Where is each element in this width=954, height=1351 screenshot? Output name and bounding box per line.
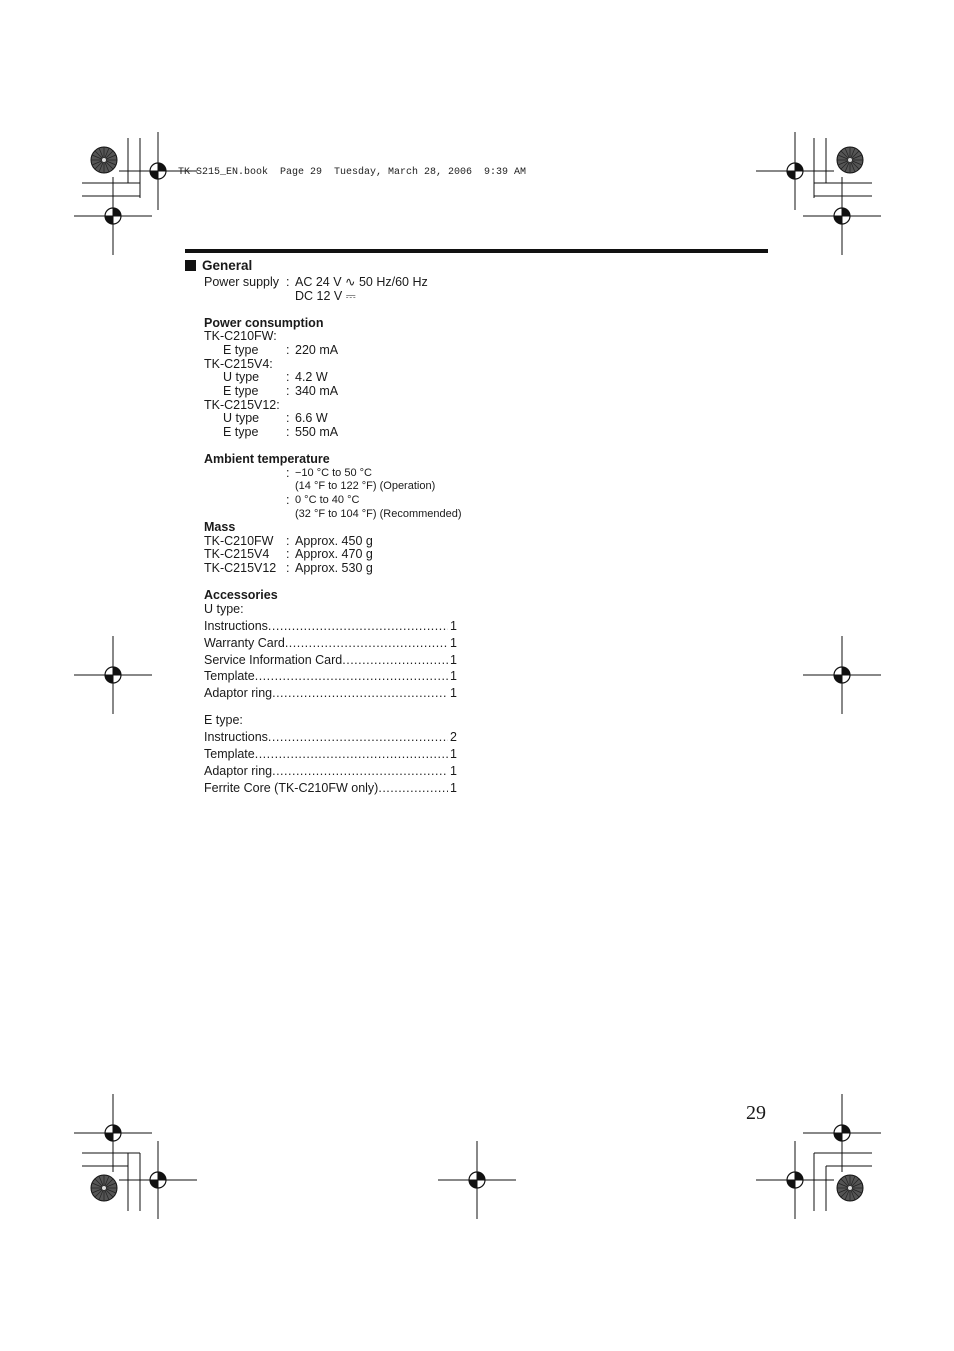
list-item: Ferrite Core (TK-C210FW only) ..... 1: [204, 782, 457, 796]
list-item: Template ..... 1: [204, 748, 457, 762]
model-label: TK-C215V4:: [204, 357, 273, 371]
separator: :: [286, 547, 290, 561]
separator: :: [286, 534, 290, 548]
e-type-label: E type:: [204, 713, 243, 727]
type-label: U type: [223, 411, 260, 425]
list-item: Instructions ..... 2: [204, 731, 457, 745]
separator: :: [286, 561, 290, 575]
consumption-value: 6.6 W: [295, 411, 328, 425]
section-heading: General: [185, 259, 252, 273]
model-label: TK-C215V4: [204, 547, 270, 561]
square-bullet-icon: [185, 260, 196, 271]
model-label: TK-C210FW:: [204, 329, 277, 343]
list-item: Service Information Card ..... 1: [204, 654, 457, 668]
list-item: Template ..... 1: [204, 670, 457, 684]
separator: :: [286, 466, 290, 480]
model-label: TK-C210FW: [204, 534, 274, 548]
power-supply-dc: DC 12 V ⎓: [295, 289, 356, 303]
mass-value: Approx. 470 g: [295, 547, 373, 561]
mass-heading: Mass: [204, 520, 236, 534]
separator: :: [286, 425, 290, 439]
type-label: U type: [223, 370, 260, 384]
separator: :: [286, 275, 290, 289]
list-item: Adaptor ring ..... 1: [204, 765, 457, 779]
u-type-label: U type:: [204, 602, 244, 616]
power-supply-label: Power supply: [204, 275, 280, 289]
mass-value: Approx. 450 g: [295, 534, 373, 548]
operation-range: −10 °C to 50 °C: [295, 467, 372, 479]
consumption-value: 220 mA: [295, 343, 339, 357]
power-consumption-heading: Power consumption: [204, 316, 324, 330]
model-label: TK-C215V12:: [204, 398, 280, 412]
recommended-range: 0 °C to 40 °C: [295, 494, 360, 506]
separator: :: [286, 343, 290, 357]
consumption-value: 340 mA: [295, 384, 339, 398]
type-label: E type: [223, 425, 259, 439]
type-label: E type: [223, 343, 259, 357]
list-item: Adaptor ring ..... 1: [204, 687, 457, 701]
section-rule: [185, 249, 768, 253]
mass-value: Approx. 530 g: [295, 561, 373, 575]
power-supply-ac: AC 24 V ∿ 50 Hz/60 Hz: [295, 275, 428, 289]
page-number: 29: [746, 1102, 766, 1124]
consumption-value: 550 mA: [295, 425, 339, 439]
print-header: TK-S215_EN.book Page 29 Tuesday, March 28, 2006 9:39 AM: [178, 167, 527, 178]
separator: :: [286, 384, 290, 398]
separator: :: [286, 411, 290, 425]
type-label: E type: [223, 384, 259, 398]
ambient-temperature-heading: Ambient temperature: [204, 452, 330, 466]
model-label: TK-C215V12: [204, 561, 277, 575]
list-item: Instructions ..... 1: [204, 620, 457, 634]
accessories-heading: Accessories: [204, 588, 278, 602]
separator: :: [286, 493, 290, 507]
consumption-value: 4.2 W: [295, 370, 328, 384]
recommended-range-f: (32 °F to 104 °F) (Recommended): [295, 508, 462, 520]
operation-range-f: (14 °F to 122 °F) (Operation): [295, 480, 436, 492]
separator: :: [286, 370, 290, 384]
list-item: Warranty Card ..... 1: [204, 637, 457, 651]
